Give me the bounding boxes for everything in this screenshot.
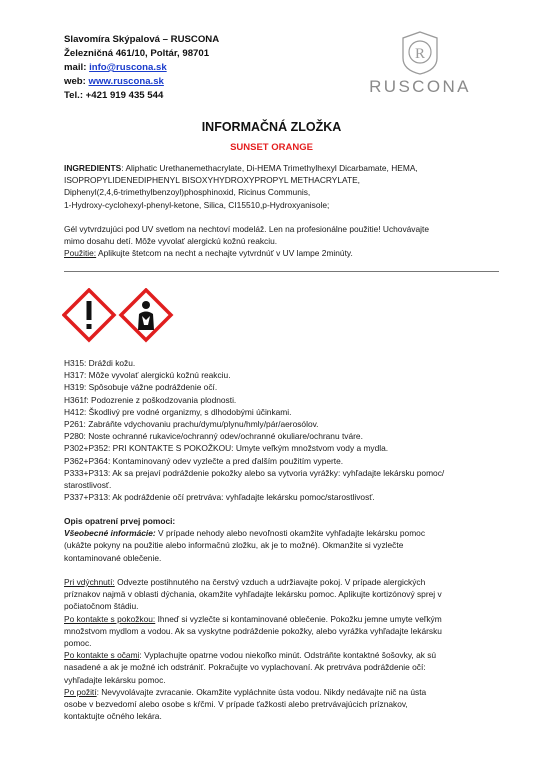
ruscona-logo xyxy=(365,30,475,98)
mail-link[interactable]: info@ruscona.sk xyxy=(89,62,167,73)
hazard-statement: H361f: Podozrenie z poškodzovania plodnosti. xyxy=(64,394,237,405)
ingredients-line: ISOPROPYLIDENEDIPHENYL BISOXYHYDROXYPROPYL METHACRYLATE, xyxy=(64,175,360,186)
skin-contact-line: pomoc. xyxy=(64,638,92,649)
hazard-statements xyxy=(64,357,494,503)
hazard-statement: H412: Škodlivý pre vodné organizmy, s dlhodobými účinkami. xyxy=(64,406,292,417)
ingredients-label: INGREDIENTS xyxy=(64,163,122,173)
general-info-label: Všeobecné informácie: xyxy=(64,528,156,539)
usage-text: Aplikujte štetcom na necht a nechajte vytvrdnúť v UV lampe 2minúty. xyxy=(96,248,353,259)
description-section xyxy=(64,223,494,260)
company-name: Slavomíra Skýpalová – RUSCONA xyxy=(64,34,220,45)
general-info-line: Všeobecné informácie: V prípade nehody alebo nevoľnosti okamžite vyhľadajte lekársku pomoc xyxy=(64,528,426,539)
mail-label: mail: xyxy=(64,62,87,73)
logo-emblem-icon xyxy=(365,30,475,76)
company-mail xyxy=(64,61,219,75)
web-label: web: xyxy=(64,76,86,87)
precaution-statement: P333+P313: Ak sa prejaví podráždenie pokožky alebo sa vytvoria vyrážky: vyhľadajte lekársku pomoc/ xyxy=(64,467,445,478)
ingestion-line: osobe v bezvedomí alebo osobe s kŕčmi. V prípade ťažkosti alebo pretrvávajúcich príznakov, xyxy=(64,699,408,710)
ghs-pictograms xyxy=(62,288,182,344)
precaution-statement: P362+P364: Kontaminovaný odev vyzlečte a pred ďalším použitím vyperte. xyxy=(64,455,344,466)
general-info-line: kontaminované oblečenie. xyxy=(64,552,162,563)
first-aid-measures xyxy=(64,576,494,722)
general-info-line: (ukážte pokyny na použitie alebo informačnú zložku, ak je to možné). Okmanžite si vyzlečte xyxy=(64,540,404,551)
hazard-statement: H315: Dráždi kožu. xyxy=(64,358,136,368)
usage-line xyxy=(64,247,494,259)
eye-contact-line: Po kontakte s očami: Vyplachujte opatrne vodou niekoľko minút. Odstráňte kontaktné šošovky, ak sú xyxy=(64,650,437,661)
hazard-statement: H319: Spôsobuje vážne podráždenie očí. xyxy=(64,382,218,393)
skin-contact-line: množstvom mydlom a vodou. Ak sa vyskytne podráždenie pokožky, alebo vyrážka vyhľadajte lekársku xyxy=(64,625,442,636)
ingredients-line: Diphenyl(2,4,6-trimethylbenzoyl)phosphinoxid, Ricinus Communis, xyxy=(64,187,311,198)
eye-contact-label: Po kontakte s očami xyxy=(64,650,140,661)
ingestion-label: Po požití xyxy=(64,686,97,697)
precaution-statement: P261: Zabráňte vdychovaniu prachu/dymu/plynu/hmly/pár/aerosólov. xyxy=(64,419,319,430)
usage-label: Použitie: xyxy=(64,248,97,259)
ingredients-line-1: INGREDIENTS: Aliphatic Urethanemethacrylate, Di-HEMA Trimethylhexyl Dicarbamate, HEMA, xyxy=(64,163,418,173)
first-aid-heading: Opis opatrení prvej pomoci: xyxy=(64,516,176,526)
precaution-statement: starostlivosť. xyxy=(64,480,112,491)
inhalation-line: počiatočnom štádiu. xyxy=(64,601,139,612)
inhalation-label: Pri vdýchnutí: xyxy=(64,577,115,587)
skin-contact-line: Po kontakte s pokožkou: Ihneď si vyzlečte si kontaminované oblečenie. Pokožku jemne umyte veľkým xyxy=(64,613,442,624)
first-aid-section xyxy=(64,515,494,564)
eye-contact-line: nasadené a ak je možné ich odstrániť. Pokračujte vo vyplachovaní. Ak pretrváva podráždenie očí: xyxy=(64,662,426,673)
inhalation-line: príznakov najmä v oblasti dýchania, okamžite vyhľadajte lekársku pomoc. Aplikujte kortizónový sprej v xyxy=(64,589,442,600)
divider xyxy=(64,271,499,272)
exclamation-mark-pictogram-icon xyxy=(64,290,114,340)
logo-wordmark: RUSCONA xyxy=(369,77,471,96)
precaution-statement: P280: Noste ochranné rukavice/ochranný odev/ochranné okuliare/ochranu tváre. xyxy=(64,431,363,442)
inhalation-line: Pri vdýchnutí: Odvezte postihnutého na čerstvý vzduch a udržiavajte pokoj. V prípade alergických xyxy=(64,577,426,587)
company-header xyxy=(64,33,219,103)
hazard-statement: H317: Môže vyvolať alergickú kožnú reakciu. xyxy=(64,370,231,381)
company-address: Železničná 461/10, Poltár, 98701 xyxy=(64,48,210,59)
ingestion-line: Po požití: Nevyvolávajte zvracanie. Okamžite vypláchnite ústa vodou. Nikdy nedávajte nič na ústa xyxy=(64,686,427,697)
description-line: Gél vytvrdzujúci pod UV svetlom na nechtoví modeláž. Len na profesionálne použitie! Uchovávajte xyxy=(64,224,429,234)
precaution-statement: P302+P352: PRI KONTAKTE S POKOŽKOU: Umyte veľkým množstvom vody a mydla. xyxy=(64,443,389,454)
web-link[interactable]: www.ruscona.sk xyxy=(88,76,164,87)
ingredients-section xyxy=(64,162,494,211)
company-web xyxy=(64,75,219,89)
ingredients-line: 1-Hydroxy-cyclohexyl-phenyl-ketone, Silica, CI15510,p-Hydroxyanisole; xyxy=(64,199,330,210)
precaution-statement: P337+P313: Ak podráždenie očí pretrváva: vyhľadajte lekársku pomoc/starostlivosť. xyxy=(64,492,375,503)
health-hazard-pictogram-icon xyxy=(121,290,171,340)
eye-contact-line: vyhľadajte lekársku pomoc. xyxy=(64,674,166,685)
product-name: SUNSET ORANGE xyxy=(230,142,313,153)
skin-contact-label: Po kontakte s pokožkou: xyxy=(64,613,156,624)
ingestion-line: kontaktujte očného lekára. xyxy=(64,711,162,722)
description-line: mimo dosahu detí. Môže vyvolať alergickú kožnú reakciu. xyxy=(64,236,278,247)
page-title: INFORMAČNÁ ZLOŽKA xyxy=(201,120,342,134)
company-phone: Tel.: +421 919 435 544 xyxy=(64,90,164,101)
logo-letter: R xyxy=(414,46,426,62)
